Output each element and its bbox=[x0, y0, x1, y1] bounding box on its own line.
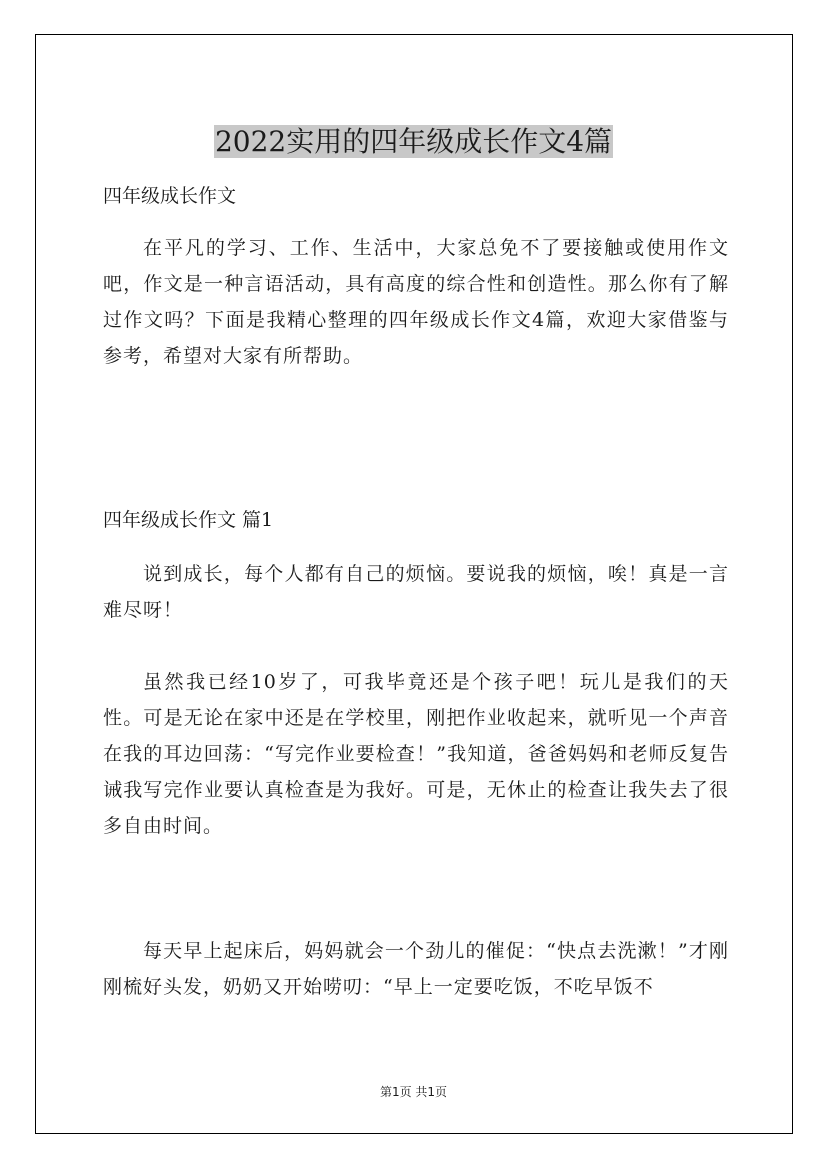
document-title-text: 2022实用的四年级成长作文4篇 bbox=[214, 124, 613, 158]
section-heading: 四年级成长作文 篇1 bbox=[103, 509, 274, 531]
body-paragraph-1: 说到成长，每个人都有自己的烦恼。要说我的烦恼，唉！真是一言难尽呀！ bbox=[103, 563, 729, 621]
intro-paragraph: 在平凡的学习、工作、生活中，大家总免不了要接触或使用作文吧，作文是一种言语活动，具有高度的综合性和创造性。那么你有了解过作文吗？下面是我精心整理的四年级成长作文4篇，欢迎大家借鉴与参考，希望对大家有所帮助。 bbox=[103, 237, 729, 367]
document-title bbox=[0, 122, 827, 162]
body-paragraph-3: 每天早上起床后，妈妈就会一个劲儿的催促：“快点去洗漱！”才刚刚梳好头发，奶奶又开始唠叨：“早上一定要吃饭，不吃早饭不 bbox=[103, 940, 729, 998]
body-paragraph-2: 虽然我已经10岁了，可我毕竟还是个孩子吧！玩儿是我们的天性。可是无论在家中还是在学校里，刚把作业收起来，就听见一个声音在我的耳边回荡：“写完作业要检查！”我知道，爸爸妈妈和老师反复告诫我写完作业要认真检查是为我好。可是，无休止的检查让我失去了很多自由时间。 bbox=[103, 671, 729, 837]
page-footer: 第1页 共1页 bbox=[379, 1085, 448, 1099]
document-subtitle: 四年级成长作文 bbox=[103, 185, 237, 207]
